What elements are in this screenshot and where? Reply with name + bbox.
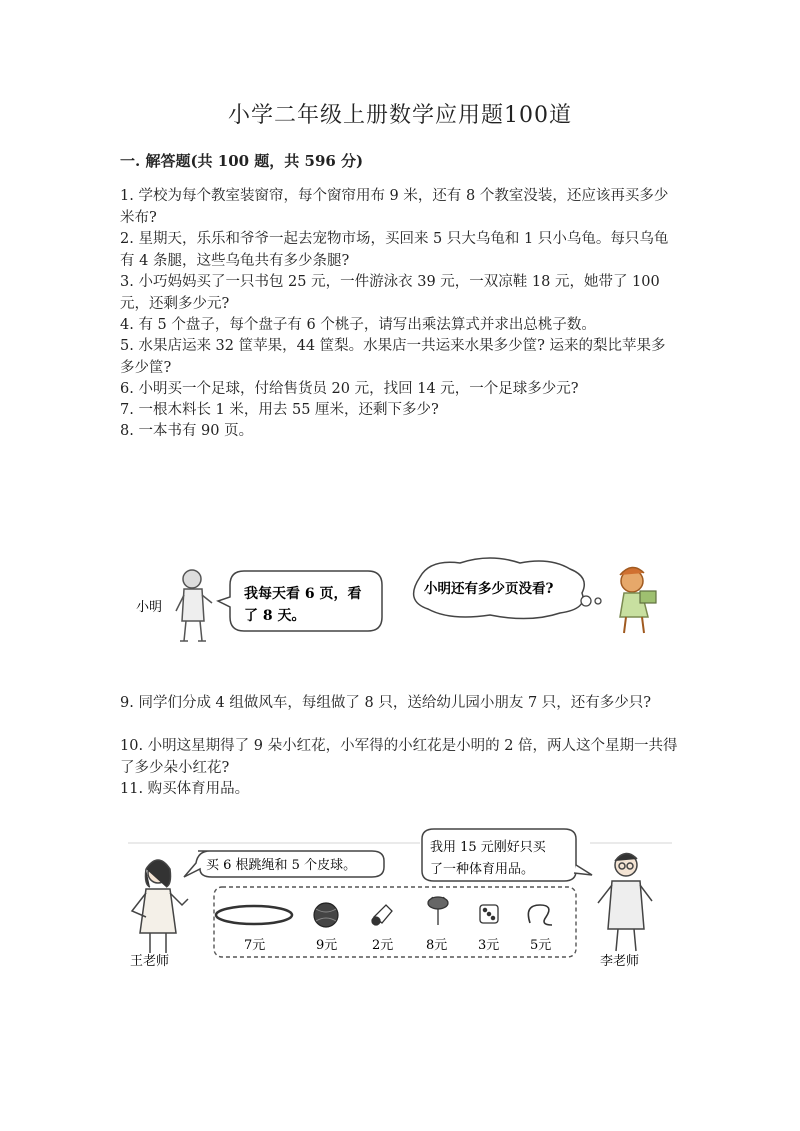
page-title: 小学二年级上册数学应用题100道 xyxy=(228,103,572,128)
right-speech-line-1: 我用 15 元刚好只买 xyxy=(430,840,546,855)
price-jump-rope: 5元 xyxy=(530,938,552,953)
question-6: 6. 小明买一个足球，付给售货员 20 元，找回 14 元，一个足球多少元? xyxy=(120,381,579,397)
figure-sports-shop xyxy=(120,825,680,970)
teacher-li-figure-icon xyxy=(598,853,652,951)
price-hoop: 7元 xyxy=(244,938,266,953)
person-label-li: 李老师 xyxy=(600,954,640,969)
question-8: 8. 一本书有 90 页。 xyxy=(120,423,254,439)
ball-icon xyxy=(314,903,338,927)
person-label-xiaoming: 小明 xyxy=(136,600,163,615)
question-10: 10. 小明这星期得了 9 朵小红花，小军得的小红花是小明的 2 倍，两人这个星期一共得了多少朵小红花? xyxy=(120,738,678,776)
hoop-icon xyxy=(216,906,292,924)
section-heading: 一. 解答题(共 100 题，共 596 分) xyxy=(120,152,364,170)
price-ball: 9元 xyxy=(316,938,338,953)
dice-icon xyxy=(480,905,498,923)
price-badminton: 8元 xyxy=(426,938,448,953)
price-dice: 3元 xyxy=(478,938,500,953)
question-3: 3. 小巧妈妈买了一只书包 25 元，一件游泳衣 39 元，一双凉鞋 18 元，她带了 100 元，还剩多少元? xyxy=(120,274,660,312)
items-box xyxy=(214,887,576,957)
shuttlecock-icon xyxy=(372,905,392,925)
thought-text: 小明还有多少页没看? xyxy=(424,581,554,597)
question-1: 1. 学校为每个教室装窗帘，每个窗帘用布 9 米，还有 8 个教室没装，还应该再买多少米布? xyxy=(120,188,669,226)
boy-figure-icon xyxy=(176,570,212,641)
question-2: 2. 星期天，乐乐和爷爷一起去宠物市场，买回来 5 只大乌龟和 1 只小乌龟。每只乌龟有 4 条腿，这些乌龟共有多少条腿? xyxy=(120,231,669,269)
question-9: 9. 同学们分成 4 组做风车，每组做了 8 只，送给幼儿园小朋友 7 只，还有多少只? xyxy=(120,695,652,711)
speech-line-2: 了 8 天。 xyxy=(244,608,306,624)
girl-figure-icon xyxy=(620,567,656,633)
person-label-wang: 王老师 xyxy=(130,954,170,969)
price-shuttlecock: 2元 xyxy=(372,938,394,953)
question-11: 11. 购买体育用品。 xyxy=(120,781,250,797)
badminton-icon xyxy=(428,897,448,925)
left-speech: 买 6 根跳绳和 5 个皮球。 xyxy=(206,858,357,873)
question-5: 5. 水果店运来 32 筐苹果，44 筐梨。水果店一共运来水果多少筐? 运来的梨比苹果多多少筐? xyxy=(120,338,666,376)
jump-rope-icon xyxy=(528,905,552,925)
right-speech-line-2: 了一种体育用品。 xyxy=(430,862,535,877)
question-7: 7. 一根木料长 1 米，用去 55 厘米，还剩下多少? xyxy=(120,402,439,418)
speech-line-1: 我每天看 6 页，看 xyxy=(244,586,362,602)
teacher-wang-figure-icon xyxy=(132,860,188,953)
question-4: 4. 有 5 个盘子，每个盘子有 6 个桃子，请写出乘法算式并求出总桃子数。 xyxy=(120,317,596,333)
figure-reading xyxy=(120,555,680,655)
